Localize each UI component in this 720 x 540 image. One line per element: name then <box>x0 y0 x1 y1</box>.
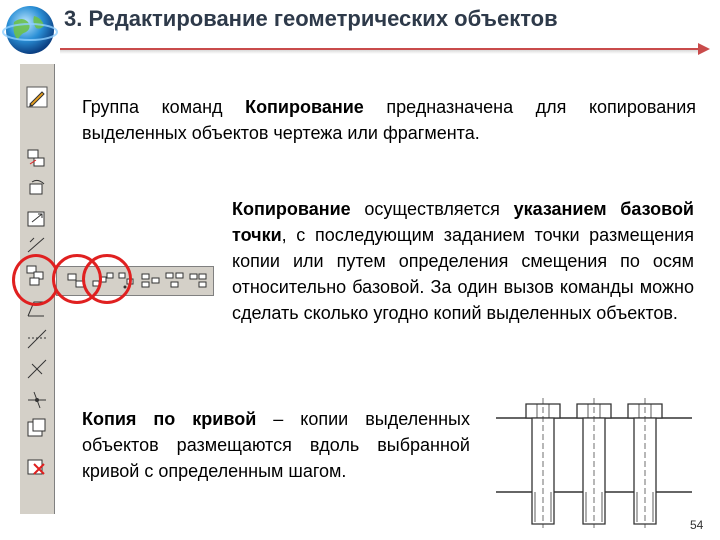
rotate-icon[interactable] <box>24 176 50 202</box>
break-icon[interactable] <box>24 356 50 382</box>
move-icon[interactable] <box>24 146 50 172</box>
copy-grid-icon[interactable] <box>163 269 187 293</box>
fragment-icon[interactable] <box>24 416 50 442</box>
copy-matrix-icon[interactable] <box>187 269 211 293</box>
scale-icon[interactable] <box>24 206 50 232</box>
delete-icon[interactable] <box>24 454 50 480</box>
intro-bold-term: Копирование <box>245 97 364 117</box>
intro-text-a: Группа команд <box>82 97 246 117</box>
globe-logo-icon <box>2 2 58 58</box>
page-title: 3. Редактирование геометрических объектов <box>64 6 558 31</box>
split-icon[interactable] <box>24 386 50 412</box>
title-arrow-icon <box>698 43 710 55</box>
base-point-text-a: осуществляется <box>350 199 514 219</box>
curve-copy-paragraph <box>82 406 470 484</box>
curve-copy-text: – копии выделенных объектов размещаются вдоль выбранной кривой с определенным шагом. <box>82 409 470 481</box>
base-point-bold-term: указанием базовой точки <box>232 199 695 245</box>
curve-copy-bold-term: Копия по кривой <box>82 409 257 429</box>
highlight-circle-copy-curve <box>82 254 132 304</box>
page-number: 54 <box>690 518 704 532</box>
copy-concentric-icon[interactable] <box>139 269 163 293</box>
intro-text-b: предназначена для копирования выделенных объектов чертежа или фрагмента. <box>82 97 696 143</box>
copy-bold-term: Копирование <box>232 199 351 219</box>
base-point-text-b: , с последующим заданием точки размещения копии или путем определения смещения по осям относительно базовой. За один вызов команды можно сделать сколько угодно копий выделенных объектов. <box>232 225 694 323</box>
title-shadow <box>60 50 700 54</box>
bolts-illustration <box>496 398 692 528</box>
base-point-paragraph <box>232 196 694 326</box>
trim-icon[interactable] <box>24 326 50 352</box>
pencil-edit-icon[interactable] <box>24 84 50 110</box>
intro-paragraph <box>82 94 696 146</box>
